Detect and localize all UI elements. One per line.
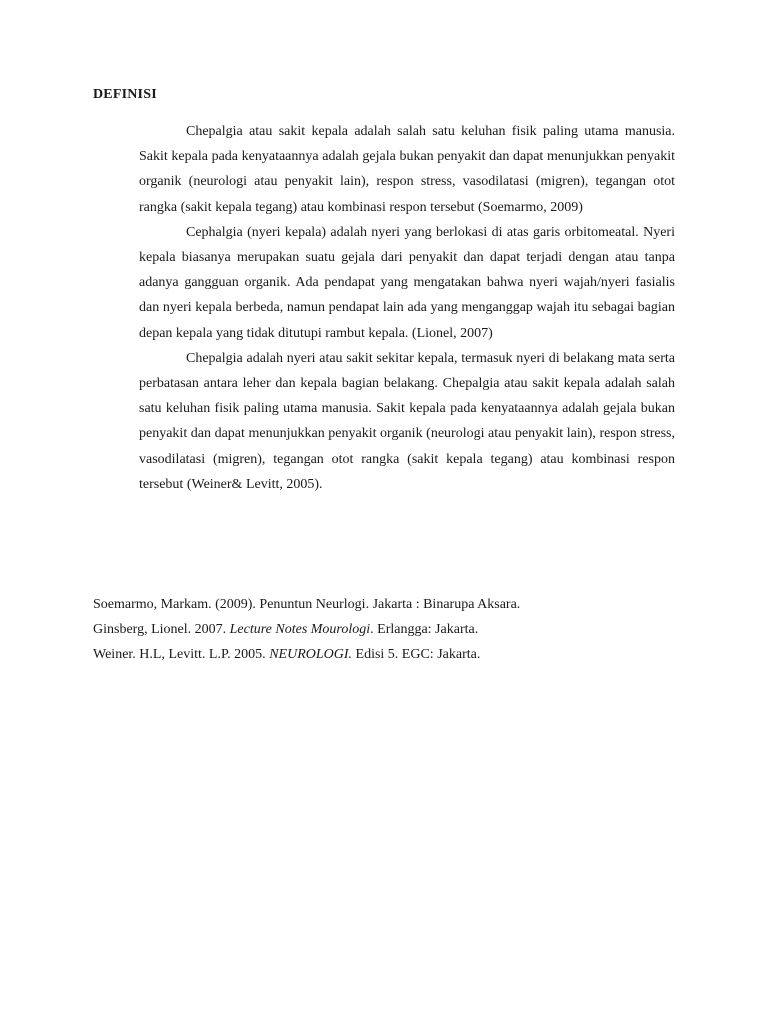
reference-3-text: Weiner. H.L, Levitt. L.P. 2005.: [93, 647, 270, 662]
reference-2-text: Ginsberg, Lionel. 2007.: [93, 622, 230, 637]
paragraph-1: Chepalgia atau sakit kepala adalah salah satu keluhan fisik paling utama manusia. Sakit kepala pada kenyataannya adalah gejala bukan penyakit dan dapat menunjukkan penyakit organik (neurologi atau penyakit lain), respon stress, vasodilatasi (migren), tegangan otot rangka (sakit kepala tegang) atau kombinasi respon tersebut (Soemarmo, 2009): [139, 124, 675, 215]
reference-item-3: [93, 642, 693, 667]
paragraph-2: Cephalgia (nyeri kepala) adalah nyeri yang berlokasi di atas garis orbitomeatal. Nyeri kepala biasanya merupakan suatu gejala dari penyakit dan dapat terjadi dengan atau tanpa adanya gangguan organik. Ada pendapat yang mengatakan bahwa nyeri wajah/nyeri fasialis dan nyeri kepala berbeda, namun pendapat lain ada yang menganggap wajah itu sebagai bagian depan kepala yang tidak ditutupi rambut kepala. (Lionel, 2007): [139, 224, 675, 341]
reference-list: [93, 592, 693, 667]
body-text: [139, 119, 675, 497]
section-heading: DEFINISI: [93, 87, 157, 102]
paragraph-3: Chepalgia adalah nyeri atau sakit sekitar kepala, termasuk nyeri di belakang mata serta perbatasan antara leher dan kepala bagian belakang. Chepalgia atau sakit kepala adalah salah satu keluhan fisik paling utama manusia. Sakit kepala pada kenyataannya adalah gejala bukan penyakit dan dapat menunjukkan penyakit organik (neurologi atau penyakit lain), respon stress, vasodilatasi (migren), tegangan otot rangka (sakit kepala tegang) atau kombinasi respon tersebut (Weiner& Levitt, 2005).: [139, 350, 675, 492]
reference-3-title: NEUROLOGI.: [269, 647, 353, 662]
reference-2-title: Lecture Notes Mourologi: [229, 622, 371, 637]
reference-item-1: [93, 592, 693, 617]
reference-1-text: Soemarmo, Markam. (2009). Penuntun Neurlogi. Jakarta : Binarupa Aksara.: [93, 597, 521, 612]
reference-item-2: [93, 617, 693, 642]
reference-2-publisher: . Erlangga: Jakarta.: [370, 622, 479, 637]
reference-3-publisher: Edisi 5. EGC: Jakarta.: [352, 647, 481, 662]
